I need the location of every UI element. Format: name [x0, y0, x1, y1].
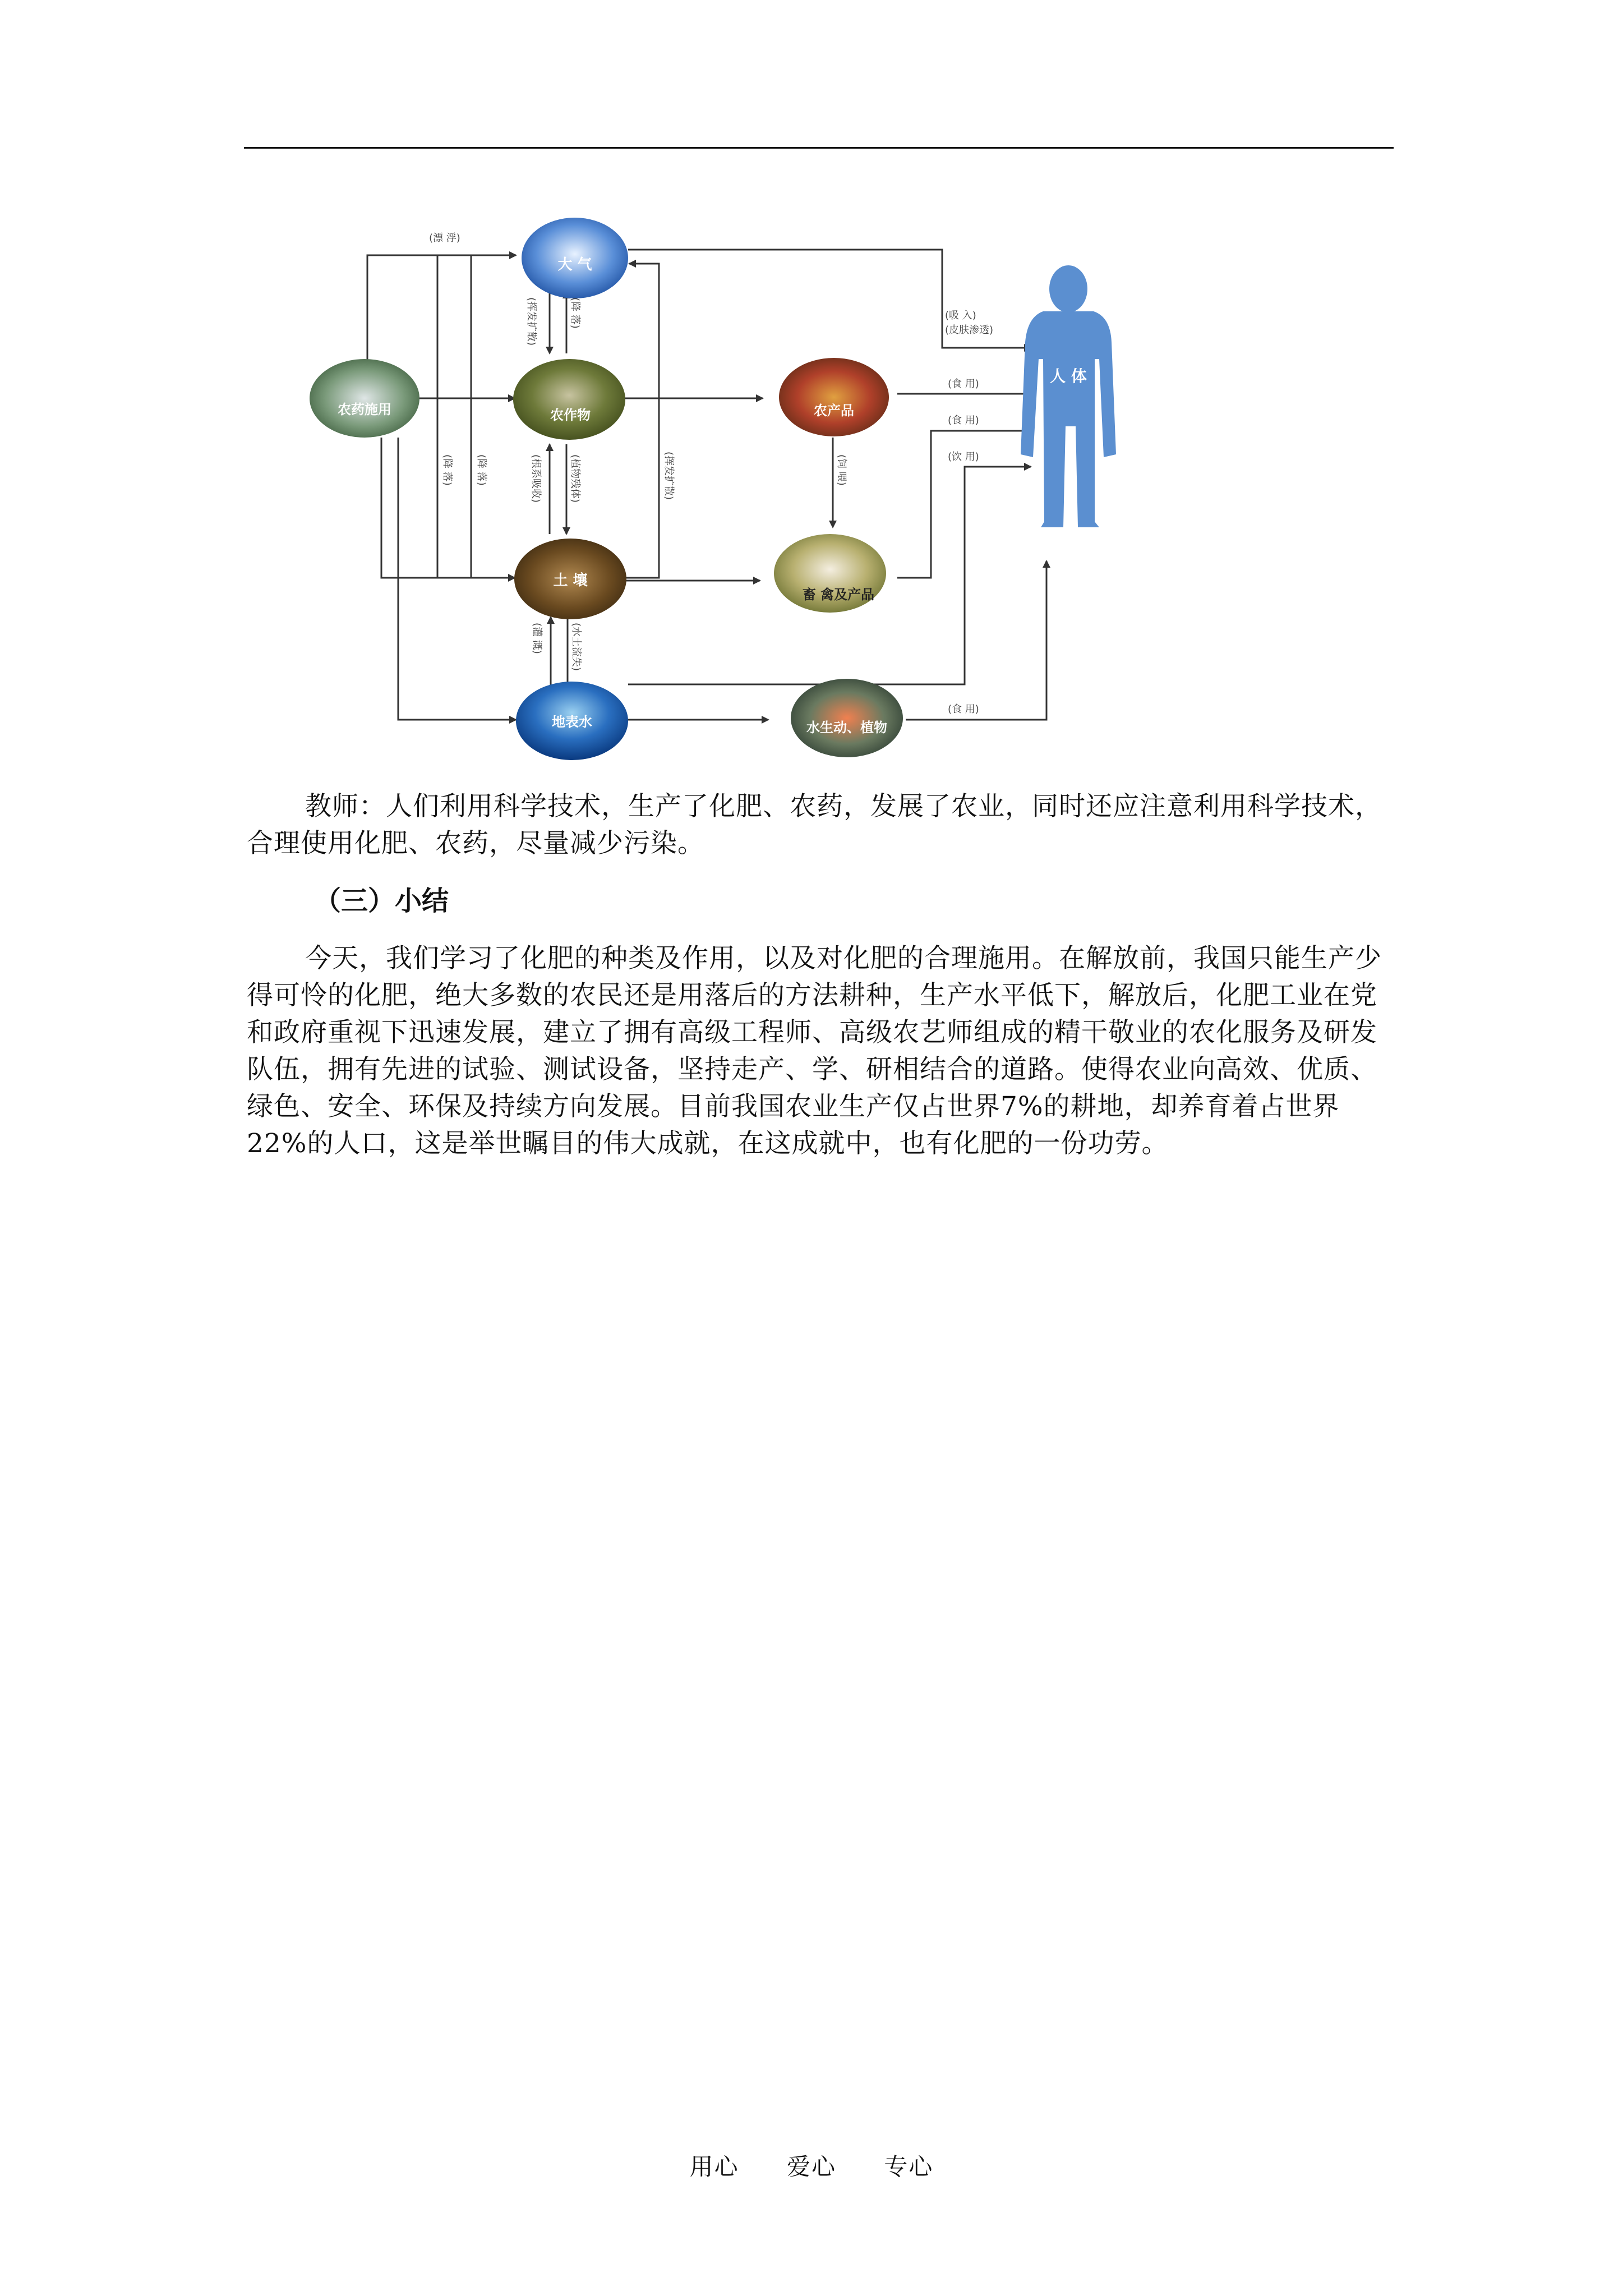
pollution-pathway-diagram	[292, 191, 1133, 769]
node-aquatic	[791, 679, 903, 757]
svg-text:农作物: 农作物	[550, 407, 591, 423]
svg-text:土 壤: 土 壤	[553, 572, 588, 589]
label-fall-2b: (降 落)	[476, 454, 487, 486]
footer-text-1: 用心	[689, 2153, 739, 2180]
node-surface-water	[516, 682, 628, 760]
label-fall-1: (降 落)	[569, 297, 581, 329]
header-rule	[244, 147, 1394, 149]
label-eat-2: (食 用)	[948, 415, 979, 426]
label-irrigation: (灌 溉)	[531, 623, 543, 654]
node-crops	[513, 359, 625, 440]
svg-text:畜 禽及产品: 畜 禽及产品	[802, 587, 875, 602]
label-drift: (漂 浮)	[429, 232, 460, 244]
node-agri-products	[779, 358, 889, 436]
label-eat-1: (食 用)	[948, 378, 979, 390]
svg-text:水生动、植物: 水生动、植物	[806, 720, 887, 735]
label-drink: (饮 用)	[948, 451, 979, 463]
label-skin: (皮肤渗透)	[945, 324, 994, 336]
label-plant-residue: (植物残体)	[569, 454, 581, 503]
node-pesticide	[310, 359, 419, 438]
page-footer	[0, 2148, 1623, 2182]
label-feed: (饲 喂)	[836, 454, 847, 486]
footer-text-2: 爱心	[786, 2153, 836, 2180]
label-soil-loss: (水土流失)	[570, 623, 582, 671]
svg-text:地表水: 地表水	[552, 714, 592, 730]
label-inhale: (吸 入)	[945, 310, 976, 321]
label-root-absorb: (根系吸收)	[530, 454, 542, 503]
svg-text:农产品: 农产品	[814, 403, 854, 418]
teacher-paragraph: 教师：人们利用科学技术，生产了化肥、农药，发展了农业，同时还应注意利用科学技术，合理使用化肥、农药，尽量减少污染。	[247, 791, 1382, 859]
label-volatilize-1: (挥发扩散)	[525, 297, 537, 346]
node-soil	[514, 539, 626, 619]
node-livestock	[774, 534, 886, 613]
node-atmosphere	[522, 218, 628, 298]
label-volatilize-2: (挥发扩散)	[663, 452, 675, 500]
label-eat-3: (食 用)	[948, 703, 979, 715]
node-human	[1021, 265, 1116, 527]
svg-text:农药施用: 农药施用	[338, 402, 391, 417]
label-fall-2a: (降 落)	[441, 454, 453, 486]
svg-text:人 体: 人 体	[1050, 367, 1087, 385]
footer-text-3: 专心	[884, 2153, 934, 2180]
svg-text:大 气: 大 气	[557, 256, 592, 273]
section-heading: （三）小结	[314, 885, 449, 917]
summary-paragraph: 今天，我们学习了化肥的种类及作用，以及对化肥的合理施用。在解放前，我国只能生产少得可怜的化肥，绝大多数的农民还是用落后的方法耕种，生产水平低下，解放后，化肥工业在党和政府重视下迅速发展，建立了拥有高级工程师、高级农艺师组成的精干敬业的农化服务及研发队伍，拥有先进的试验、测试设备，坚持走产、学、研相结合的道路。使得农业向高效、优质、绿色、安全、环保及持续方向发展。目前我国农业生产仅占世界7%的耕地，却养育着占世界22%的人口，这是举世瞩目的伟大成就，在这成就中，也有化肥的一份功劳。	[247, 943, 1382, 1159]
